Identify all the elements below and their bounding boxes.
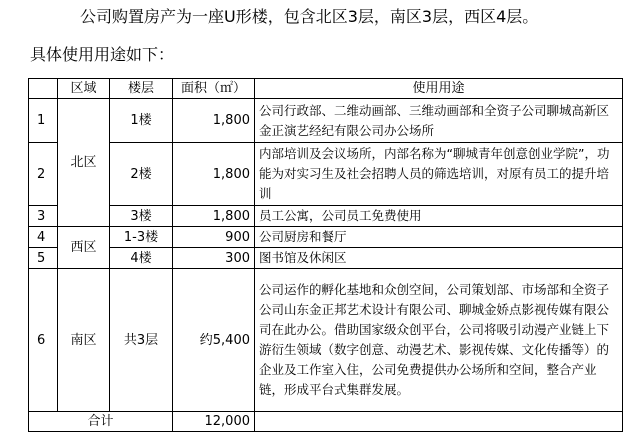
row-index: 2 [29, 143, 58, 206]
table-row [29, 99, 623, 143]
header-floor: 楼层 [110, 79, 173, 99]
row-floor: 4楼 [110, 248, 173, 269]
table-row [29, 143, 623, 206]
row-area: 1,800 [173, 143, 255, 206]
header-usage: 使用用途 [255, 79, 623, 99]
header-index [29, 79, 58, 99]
row-area: 1,800 [173, 99, 255, 143]
row-floor: 3楼 [110, 206, 173, 227]
table-header-row [29, 79, 623, 99]
header-area-zone: 区域 [58, 79, 110, 99]
row-floor: 共3层 [110, 269, 173, 412]
property-usage-table [28, 78, 623, 432]
row-floor: 1楼 [110, 99, 173, 143]
row-area: 300 [173, 248, 255, 269]
zone-south-cell: 南区 [58, 269, 110, 412]
row-usage: 公司厨房和餐厅 [255, 227, 623, 248]
table-row [29, 206, 623, 227]
row-index: 6 [29, 269, 58, 412]
usage-subheading: 具体使用用途如下： [30, 45, 175, 64]
header-area-size: 面积（㎡） [173, 79, 255, 99]
row-index: 1 [29, 99, 58, 143]
row-usage: 公司行政部、二维动画部、三维动画部和全资子公司聊城高新区金正演艺经纪有限公司办公场所 [255, 99, 623, 143]
total-label: 合计 [29, 412, 173, 432]
row-floor: 1-3楼 [110, 227, 173, 248]
row-index: 4 [29, 227, 58, 248]
zone-north-cell: 北区 [58, 99, 110, 227]
intro-paragraph: 公司购置房产为一座U形楼，包含北区3层，南区3层，西区4层。 [80, 7, 539, 26]
row-area: 900 [173, 227, 255, 248]
zone-west-cell: 西区 [58, 227, 110, 269]
row-area: 1,800 [173, 206, 255, 227]
table-row [29, 227, 623, 248]
total-usage [255, 412, 623, 432]
row-index: 5 [29, 248, 58, 269]
table-row [29, 269, 623, 412]
total-area: 12,000 [173, 412, 255, 432]
row-usage: 员工公寓，公司员工免费使用 [255, 206, 623, 227]
row-index: 3 [29, 206, 58, 227]
row-usage: 内部培训及会议场所，内部名称为“聊城青年创意创业学院”，功能为对实习生及社会招聘人员的筛选培训，对原有员工的提升培训 [255, 143, 623, 206]
table-row [29, 248, 623, 269]
row-usage: 公司运作的孵化基地和众创空间，公司策划部、市场部和全资子公司山东金正邦艺术设计有限公司、聊城金娇点影视传媒有限公司在此办公。借助国家级众创平台，公司将吸引动漫产业链上下游衍生领域（数字创意、动漫艺术、影视传媒、文化传播等）的企业及工作室入住，公司免费提供办公场所和空间，整合产业链，形成平台式集群发展。 [255, 269, 623, 412]
table-total-row [29, 412, 623, 432]
row-area: 约5,400 [173, 269, 255, 412]
row-usage: 图书馆及休闲区 [255, 248, 623, 269]
row-floor: 2楼 [110, 143, 173, 206]
